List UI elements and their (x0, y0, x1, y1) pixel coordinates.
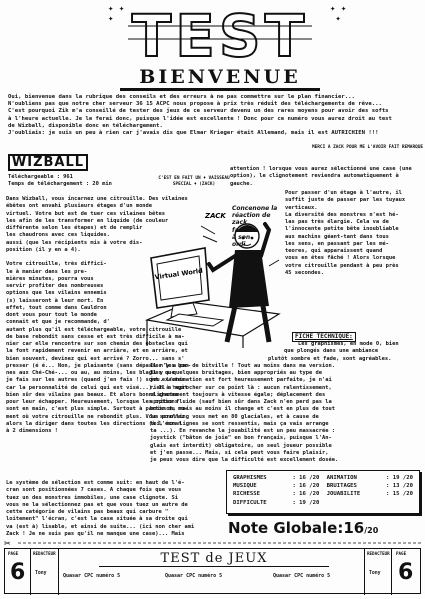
footer-title: TEST de JEUX (160, 551, 268, 566)
footer-source: Quasar CPC numéro 5 (165, 573, 223, 579)
article-line: votre citrouille pendant à peu près (285, 262, 399, 269)
tech-line: plutôt sombre et fade, sont agréables. (268, 355, 392, 362)
ratings-row (233, 482, 413, 490)
article-line: nes aux Ché-Ché-... ou au, au moins, les blagues que (6, 370, 175, 376)
tech-line: le scrolling vous met en 80 glaciales, et à cause de (150, 413, 319, 420)
page-footer (4, 548, 421, 594)
footer-page-number: 6 (10, 560, 26, 585)
article-line: de base rebondit sans cesse et est très difficile à ma- (6, 333, 185, 340)
article-line: nier car elle rencontre sur son chemin des obstacles qui (6, 341, 188, 347)
page-subtitle: BIENVENUE (139, 66, 301, 88)
footer-page-number: 6 (398, 560, 414, 585)
footer-editor-label: REDACTEUR (367, 551, 390, 556)
scissors-icon: ✂ (4, 539, 11, 548)
intro-paragraph (8, 94, 418, 137)
tech-line: je peux vous dire que la difficulté est excellement dosée. (150, 457, 339, 463)
ratings-row (233, 474, 413, 482)
article-line: alors la diriger dans toutes les directions (à l'écran (6, 420, 182, 427)
tech-line: rien à reprocher sur ce point là : aucun ralentissement, (150, 384, 332, 391)
article-line: la font rapidement revenir en arrière, et en arrière, et (6, 348, 188, 355)
footer-editor-box-right (364, 549, 392, 595)
article-line: vous en êtes fâché ! Alors lorsque (285, 255, 396, 262)
code-value: : 961 (56, 174, 73, 180)
article-line: Zack ! Je ne suis pas qu'il ne manque une case)... Mais (6, 530, 185, 537)
footer-source: Quasar CPC numéro 5 (63, 573, 121, 579)
time-value: : 20 min (85, 181, 112, 187)
tech-line: jeu. L'animation est fort heureusement parfaite, je n'ai (150, 377, 332, 384)
article-line: connait et que je recommande, d' (6, 319, 110, 326)
screen-label: Virtual World (154, 266, 204, 282)
rating-label: GRAPHISMES (233, 475, 267, 481)
article-line: cran sont positionnées 7 cases. A chaque fois que vous (6, 487, 182, 494)
cartoon-caption: C'EST EN FAIT UN ♦ VAISSEAU SPECIAL ♦ (ZACK) (158, 176, 230, 187)
article-line: effet, tout comme dans Cauldron (6, 304, 107, 311)
article-line: l'innocente petite bête inoubliable (285, 226, 399, 233)
article-line: (s) laisseront à leur mort. En (6, 297, 104, 304)
overall-score-value: 16 (343, 519, 365, 537)
article-line: je fais sur les autres (quand j'en fais !) sont exactes (6, 377, 185, 384)
subtitle-underline (120, 88, 320, 91)
tech-line: et j'en passe... Mais, si cela peut vous faire plaisir, (150, 449, 329, 456)
article-line: différente selon les étapes) et de remplir (6, 225, 143, 231)
tech-section-body (150, 341, 420, 464)
intro-line: de Wizball, disponible donc en téléchargement. (8, 122, 163, 129)
speech-bubble-text: Concenone la réaction de zack face à son ordi (232, 205, 278, 249)
logo-text: TEST (131, 2, 309, 70)
footer-editor-name: Tony (35, 571, 47, 576)
tech-line: Les graphismes, en mode 0, bien (298, 341, 399, 347)
footer-source: Quasar CPC numéro 5 (273, 573, 331, 579)
credit-note: MERCI A ZACK POUR ME L'AVOIR FAIT REMARQUE (312, 145, 424, 150)
cartoon-signature: ZACK (205, 212, 226, 220)
rating-value: : 13 /20 (386, 483, 413, 490)
rating-label: ANIMATION (326, 475, 357, 481)
ratings-row (233, 490, 413, 498)
article-line: les sens, en passant par les mé- (285, 240, 389, 247)
article-line: virtuel. Votre but est de tuer ces vilaines bêtes (6, 210, 166, 217)
tech-line: joystick ("bâton de joie" en bon français, puisque l'An- (150, 435, 332, 442)
article-line: autant plus qu'il est téléchargeable, votre citrouille (6, 326, 182, 333)
article-line: Pour passer d'un étage à l'autre, il (285, 190, 402, 196)
article-line: va (est à) lisable, et ainsi de suite... (ici non cher ami (6, 523, 195, 530)
masthead (120, 2, 320, 70)
tech-line: ta ...). En revanche la jouabilité est un peu massacrée : (150, 428, 335, 434)
article-line: position (il y en a 4). (6, 246, 81, 253)
article-line: car la personnalité de celui qui est visé...). Il s'agit (6, 384, 188, 391)
footer-title-underline (99, 566, 329, 567)
article-line: le à manier dans les pre- (6, 268, 88, 275)
test-logo (120, 2, 320, 70)
article-line: las pas très élargie. Cela va de (285, 219, 389, 225)
time-label: Temps de téléchargement (8, 181, 83, 187)
article-line: servir profiter des nombreuses (6, 283, 104, 289)
article-line: sont en main, c'est plus simple. Surtout à partir du mo- (6, 406, 188, 413)
intro-line: N'oubliens pas que notre cher serveur 36 15 ACPC nous propose à prix très réduit des téléchargements de rêve... (8, 101, 382, 108)
article-line: aussi (que les récipients mis à votre dis- (6, 239, 143, 246)
ratings-box (226, 470, 420, 514)
footer-page-label: PAGE (396, 551, 407, 556)
rating-value: : 19 /20 (292, 499, 320, 506)
tech-line: Il y a quelques bruitages, bien appropriés au type de (150, 370, 323, 376)
article-line: ment où votre citrouille ne rebondit plus. Vous pourrez (6, 413, 185, 420)
tech-line: boisson, mais au moins il change et c'est en plus de tout (150, 406, 335, 413)
rating-value: : 19 /20 (386, 475, 413, 481)
article-line: les chaudrons avec ces liquides. (6, 232, 110, 239)
tech-section-title: FICHE TECHNIQUE: (292, 332, 356, 342)
article-line: aux machins géant-tant dans tous (285, 233, 389, 240)
article-line: presser (é é... Non, je plaisante (sans dépasser les bor- (6, 362, 191, 369)
game-title: WIZBALL (8, 154, 88, 171)
ratings-row (233, 499, 413, 507)
tech-line: sprites fluide (sauf bien sûr dans Zack n'en perd pas la (150, 399, 332, 405)
tech-line: Il n'y a pas de bitville ! Tout au moins dans ma version. (150, 362, 335, 369)
game-info (8, 174, 138, 188)
rating-label: BRUITAGES (326, 483, 357, 490)
article-line: option), le clignotement reviendra automatiquement à (230, 173, 399, 180)
article-line: verticaux. (285, 204, 318, 211)
rating-value: : 16 /20 (292, 483, 320, 490)
decorative-stars-left: ✦ ✦ ✦ (108, 4, 125, 24)
article-line: 45 secondes. (285, 269, 324, 276)
article-line: bien sûr des vilains pas beaux. Et alors bonne chance (6, 391, 179, 398)
intro-line: C'est pourquoi Zik m'a conseillé de tester des jeux de ce serveur devenu un des rares moyens pour avoir des softs (8, 108, 389, 115)
article-line: dont vous pour tout le monde (6, 312, 97, 318)
article-line: Le système de sélection est comme suit: en haut de l'é- (6, 480, 185, 486)
tech-line: glais est interdit) obligatoire, un seul joueur possible (150, 442, 332, 449)
article-line: Dans Wizball, vous incarnez une citrouille. Des vilaines (6, 196, 188, 202)
overall-score (228, 517, 424, 539)
article-line: bien souvent, devinez qui est arrivé ? Zorro... sans s' (6, 355, 185, 362)
footer-editor-name: Tony (369, 571, 381, 576)
tech-line: toi, nos lignes se sont ressentis, mais ça vais arrange (150, 420, 329, 427)
article-line: cette catégorie de vilains pas beaux qui carbure " (6, 509, 169, 515)
article-line: Votre citrouille, très diffici- (6, 261, 107, 268)
article-line: gauche. (230, 180, 253, 187)
rating-value: : 16 /20 (292, 475, 320, 481)
article-line: suffit juste de passer par les tuyaux (285, 197, 406, 204)
article-line: tuez un des monstres immobiles, une case clignote. Si (6, 494, 179, 501)
rating-label: MUSIQUE (233, 483, 257, 490)
footer-page-box-left (5, 549, 31, 595)
tech-line: clignotement toujours à vitesse égale; déplacement des (150, 391, 326, 398)
code-label: Téléchargeable (8, 174, 54, 180)
article-line: à 2 dimensions ! (6, 428, 58, 434)
article-line: pour leur échapper. Heureusement, lorsque les options (6, 399, 179, 405)
decorative-stars-right: ✦ ✦ ✦ (330, 4, 347, 24)
article-right-column (285, 190, 419, 277)
intro-line: J'oubliais: je suis un peu à rien car j'avais dis que Elmar Krieger était Allemand, mais il est AUTRICHIEN !!! (8, 130, 379, 137)
intro-line: à l'heure actuelle. Je le ferai donc, puisque l'idée est excellente ! Donc pour ce numéro vous aurez droit au test (8, 115, 392, 122)
article-line: ébêtes ont envahi plusieurs étages d'un monde (6, 203, 153, 210)
article-line: attention ! lorsque vous aurez sélectionné une case (une (230, 166, 412, 172)
scissor-line (4, 539, 421, 547)
intro-line: Oui, bienvenue dans la rubrique des conseils et des erreurs à ne pas commettre sur le plan financier... (8, 94, 355, 100)
overall-score-suffix: /20 (364, 526, 379, 535)
article-line: mières minutes, pourra vous (6, 275, 94, 282)
tech-line: que plongés dans une ambiance (284, 348, 379, 355)
overall-score-label: Note Globale: (228, 519, 344, 537)
article-line: loitement" l'écran, c'est la case située à sa droite qui (6, 516, 188, 523)
footer-page-box-right (392, 549, 421, 595)
article-line: les afin de les transformer en liquide (de couleur (6, 217, 169, 224)
rating-label: JOUABILITE (326, 491, 361, 498)
rating-value: : 15 /20 (386, 491, 413, 498)
article-line: La diversité des monstres n'est hé- (285, 211, 399, 218)
footer-editor-box-left (31, 549, 59, 595)
rating-label: RICHESSE (233, 491, 260, 498)
article-line: teores, qui apparaissent quand (285, 248, 383, 254)
rating-value: : 16 /20 (292, 491, 320, 498)
article-mid-column (230, 166, 420, 188)
footer-editor-label: REDACTEUR (33, 551, 56, 556)
article-line: vous ne la sélectionnez pas et que vous tuez un autre de (6, 501, 188, 508)
rating-label: DIFFICULTE (233, 499, 267, 506)
article-bottom-left (6, 480, 226, 538)
article-line: options que les vilains ennemis (6, 290, 107, 297)
footer-page-label: PAGE (8, 551, 19, 556)
